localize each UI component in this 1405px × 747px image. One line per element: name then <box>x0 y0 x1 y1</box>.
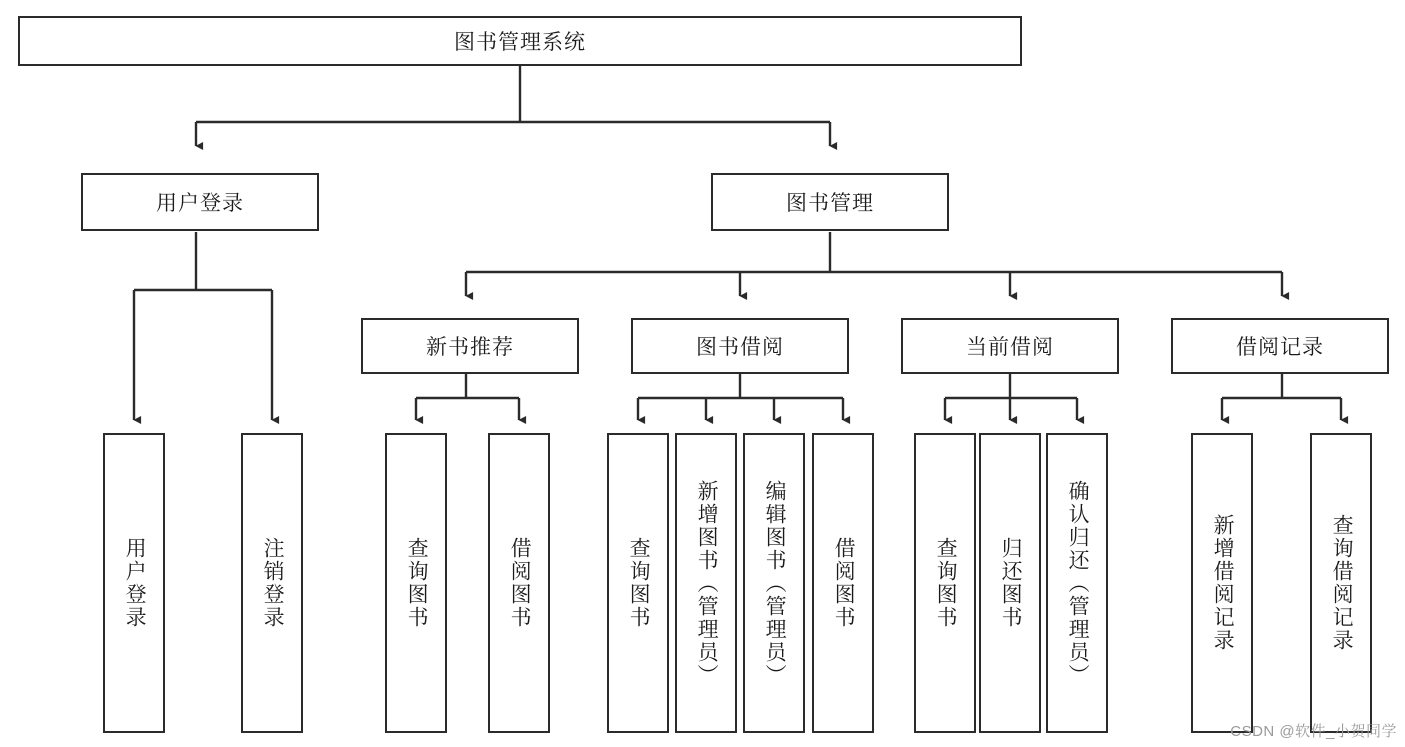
node-leaf-recommend-borrow[interactable] <box>488 433 550 733</box>
node-root[interactable] <box>18 16 1022 66</box>
node-leaf-recommend-borrow-label: 借阅图书 <box>508 537 532 629</box>
node-book-borrow-label: 图书借阅 <box>696 336 784 359</box>
node-leaf-borrow-borrow-label: 借阅图书 <box>832 537 856 629</box>
node-leaf-current-query[interactable] <box>914 433 976 733</box>
node-leaf-borrow-query-label: 查询图书 <box>627 537 651 629</box>
node-book-borrow[interactable] <box>631 318 849 374</box>
node-user-login[interactable] <box>81 173 319 231</box>
node-leaf-borrow-add-label: 新增图书（管理员） <box>695 479 719 687</box>
node-leaf-borrow-add[interactable] <box>675 433 737 733</box>
node-leaf-borrow-edit[interactable] <box>743 433 805 733</box>
node-leaf-record-add[interactable] <box>1191 433 1253 733</box>
node-leaf-record-query-label: 查询借阅记录 <box>1330 514 1354 652</box>
node-leaf-current-confirm-label: 确认归还（管理员） <box>1066 479 1090 687</box>
node-leaf-user-logout-label: 注销登录 <box>261 537 285 629</box>
node-leaf-user-login[interactable] <box>103 433 165 733</box>
node-leaf-record-query[interactable] <box>1310 433 1372 733</box>
watermark: CSDN @软件_小贺同学 <box>1230 723 1397 740</box>
node-leaf-recommend-query[interactable] <box>385 433 447 733</box>
node-new-book-recommend[interactable] <box>361 318 579 374</box>
node-borrow-record[interactable] <box>1171 318 1389 374</box>
node-leaf-borrow-query[interactable] <box>607 433 669 733</box>
node-book-manage-label: 图书管理 <box>786 192 874 215</box>
node-current-borrow-label: 当前借阅 <box>966 336 1054 359</box>
node-leaf-current-return[interactable] <box>979 433 1041 733</box>
node-leaf-current-return-label: 归还图书 <box>999 537 1023 629</box>
node-leaf-recommend-query-label: 查询图书 <box>405 537 429 629</box>
node-leaf-user-logout[interactable] <box>241 433 303 733</box>
node-book-manage[interactable] <box>711 173 949 231</box>
node-leaf-current-confirm[interactable] <box>1046 433 1108 733</box>
node-borrow-record-label: 借阅记录 <box>1236 336 1324 359</box>
node-leaf-borrow-borrow[interactable] <box>812 433 874 733</box>
node-root-label: 图书管理系统 <box>454 31 586 54</box>
node-leaf-record-add-label: 新增借阅记录 <box>1211 514 1235 652</box>
node-leaf-current-query-label: 查询图书 <box>934 537 958 629</box>
node-current-borrow[interactable] <box>901 318 1119 374</box>
node-leaf-borrow-edit-label: 编辑图书（管理员） <box>763 479 787 687</box>
node-leaf-user-login-label: 用户登录 <box>123 537 147 629</box>
node-user-login-label: 用户登录 <box>156 192 244 215</box>
node-new-book-recommend-label: 新书推荐 <box>426 336 514 359</box>
